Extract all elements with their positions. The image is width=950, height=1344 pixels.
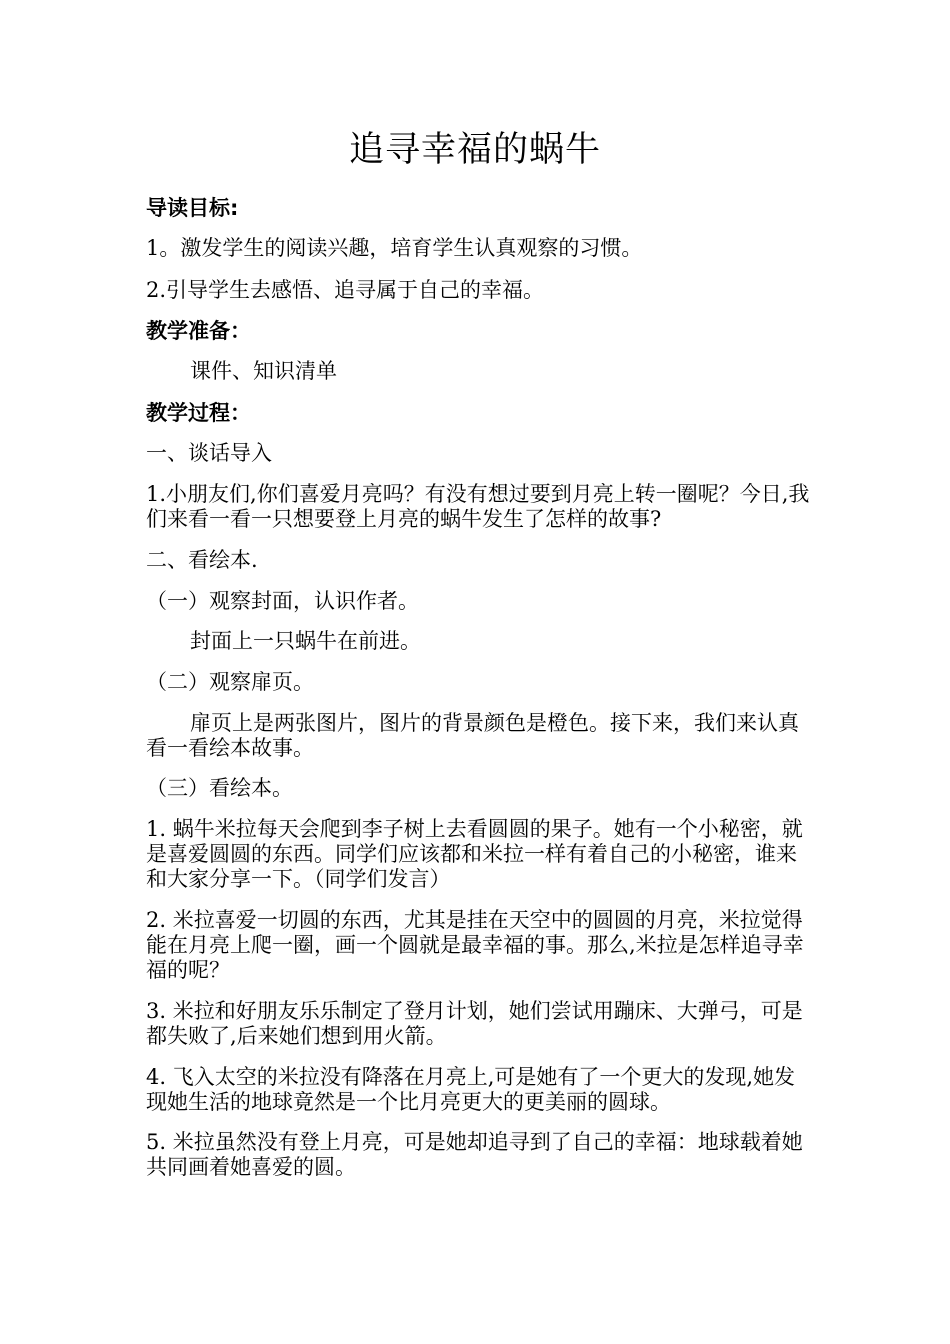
story-paragraph-2: 2. 米拉喜爱一切圆的东西，尤其是挂在天空中的圆圆的月亮，米拉觉得能在月亮上爬一圈，画一个圆就是最幸福的事。那么,米拉是怎样追寻幸福的呢？ — [146, 908, 804, 982]
sub2-text: 扉页上是两张图片，图片的背景颜色是橙色。接下来，我们来认真看一看绘本故事。 — [146, 711, 799, 760]
sub2-heading: （二）观察扉页。 — [146, 670, 314, 694]
prep-items: 课件、知识清单 — [190, 359, 337, 383]
story-paragraph-4: 4. 飞入太空的米拉没有降落在月亮上,可是她有了一个更大的发现,她发现她生活的地球竟然是一个比月亮更大的更美丽的圆球。 — [146, 1065, 796, 1114]
goal-item-2: 2.引导学生去感悟、追寻属于自己的幸福。 — [146, 278, 545, 302]
part1-text: 1.小朋友们,你们喜爱月亮吗？有没有想过要到月亮上转一圈呢？今日,我们来看一看一只想要登上月亮的蜗牛发生了怎样的故事? — [146, 482, 810, 531]
document-title: 追寻幸福的蜗牛 — [348, 130, 601, 170]
goal-item-1: 1。激发学生的阅读兴趣，培育学生认真观察的习惯。 — [146, 236, 643, 260]
story-paragraph-1: 1. 蜗牛米拉每天会爬到李子树上去看圆圆的果子。她有一个小秘密，就是喜爱圆圆的东西。同学们应该都和米拉一样有着自己的小秘密，谁来和大家分享一下。（同学们发言） — [146, 817, 803, 891]
sub1-text: 封面上一只蜗牛在前进。 — [190, 629, 421, 653]
story-paragraph-5: 5. 米拉虽然没有登上月亮，可是她却追寻到了自己的幸福：地球载着她共同画着她喜爱的圆。 — [146, 1130, 803, 1179]
sub1-heading: （一）观察封面，认识作者。 — [146, 589, 419, 613]
process-heading: 教学过程： — [146, 401, 251, 425]
prep-heading: 教学准备： — [146, 319, 251, 343]
goals-heading: 导读目标: — [146, 196, 239, 220]
part2-heading: 二、看绘本. — [146, 548, 258, 572]
sub3-heading: （三）看绘本。 — [146, 776, 293, 800]
part1-heading: 一、谈话导入 — [146, 441, 272, 465]
story-paragraph-3: 3. 米拉和好朋友乐乐制定了登月计划，她们尝试用蹦床、大弹弓，可是都失败了,后来她们想到用火箭。 — [146, 999, 803, 1048]
